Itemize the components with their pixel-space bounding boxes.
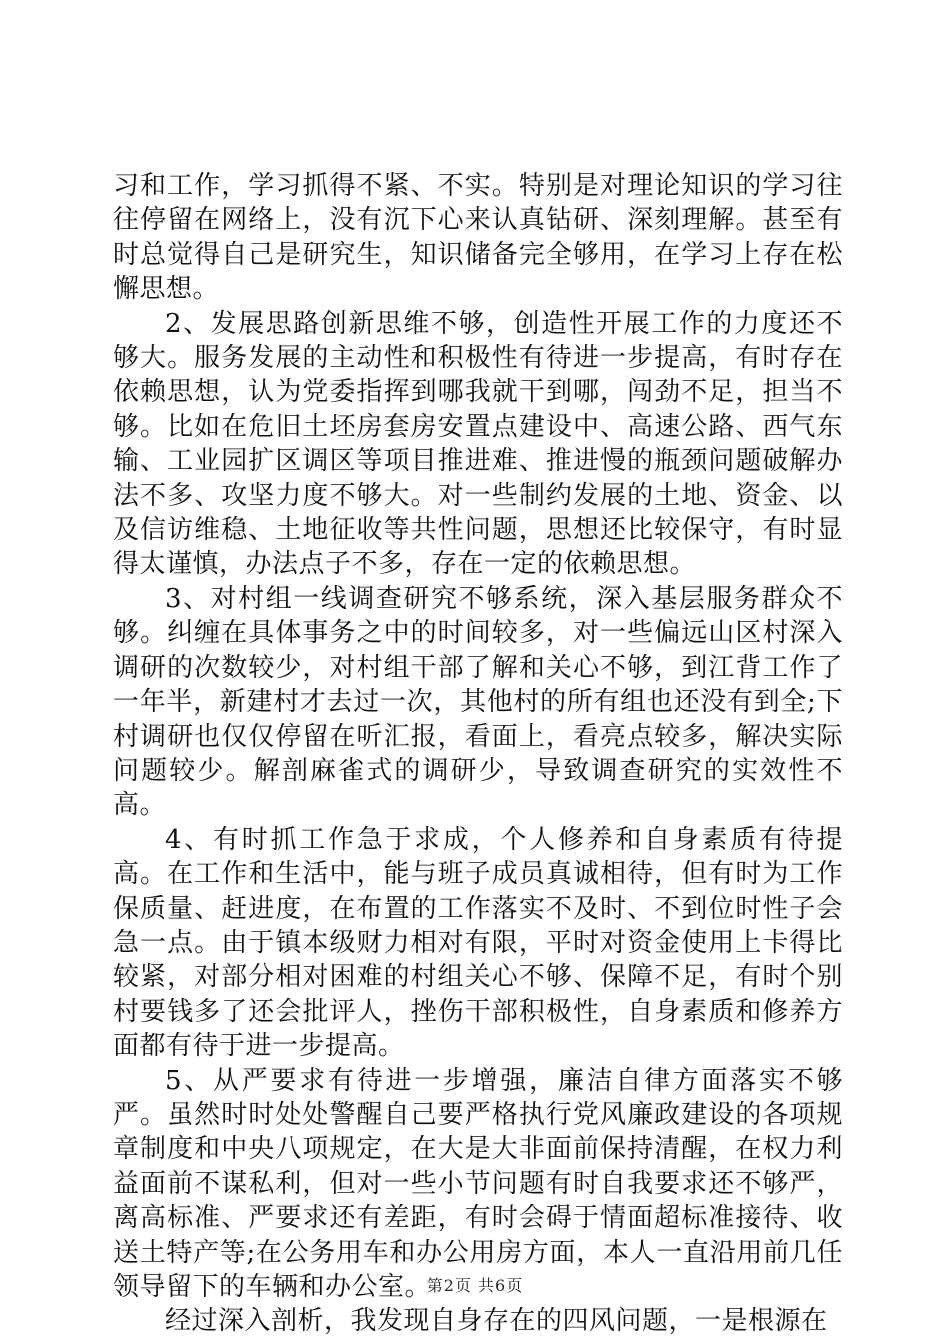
paragraph-item-3: 3、对村组一线调查研究不够系统，深入基层服务群众不够。纠缠在具体事务之中的时间较多，对一些偏远山区村深入调研的次数较少，对村组干部了解和关心不够，到江背工作了一年半，新建村才去过一次，其他村的所有组也还没有到全;下村调研也仅仅停留在听汇报，看面上，看亮点较多，解决实际问题较少。解剖麻雀式的调研少，导致调查研究的实效性不高。 xyxy=(113,583,843,821)
paragraph-item-5: 5、从严要求有待进一步增强，廉洁自律方面落实不够严。虽然时时处处警醒自己要严格执行党风廉政建设的各项规章制度和中央八项规定，在大是大非面前保持清醒，在权力利益面前不谋私利，但对一些小节问题有时自我要求还不够严，离高标准、严要求还有差距，有时会碍于情面超标准接待、收送土特产等;在公务用车和办公用房方面，本人一直沿用前几任领导留下的车辆和办公室。 xyxy=(113,1065,843,1302)
paragraph-continuation: 习和工作，学习抓得不紧、不实。特别是对理论知识的学习往往停留在网络上，没有沉下心来认真钻研、深刻理解。甚至有时总觉得自己是研究生，知识储备完全够用，在学习上存在松懈思想。 xyxy=(113,171,843,305)
document-body xyxy=(113,169,843,1339)
paragraph-item-2: 2、发展思路创新思维不够，创造性开展工作的力度还不够大。服务发展的主动性和积极性有待进一步提高，有时存在依赖思想，认为党委指挥到哪我就干到哪，闯劲不足，担当不够。比如在危旧土坯房套房安置点建设中、高速公路、西气东输、工业园扩区调区等项目推进难、推进慢的瓶颈问题破解办法不多、攻坚力度不够大。对一些制约发展的土地、资金、以及信访维稳、土地征收等共性问题，思想还比较保守，有时显得太谨慎，办法点子不多，存在一定的依赖思想。 xyxy=(113,308,843,580)
page-footer: 第2页 共6页 xyxy=(426,1276,524,1295)
paragraph-analysis: 经过深入剖析，我发现自身存在的四风问题，一是根源在 xyxy=(165,1306,828,1337)
paragraph-item-4: 4、有时抓工作急于求成，个人修养和自身素质有待提高。在工作和生活中，能与班子成员真诚相待，但有时为工作保质量、赶进度，在布置的工作落实不及时、不到位时性子会急一点。由于镇本级财力相对有限，平时对资金使用上卡得比较紧，对部分相对困难的村组关心不够、保障不足，有时个别村要钱多了还会批评人，挫伤干部积极性，自身素质和修养方面都有待于进一步提高。 xyxy=(113,824,843,1062)
